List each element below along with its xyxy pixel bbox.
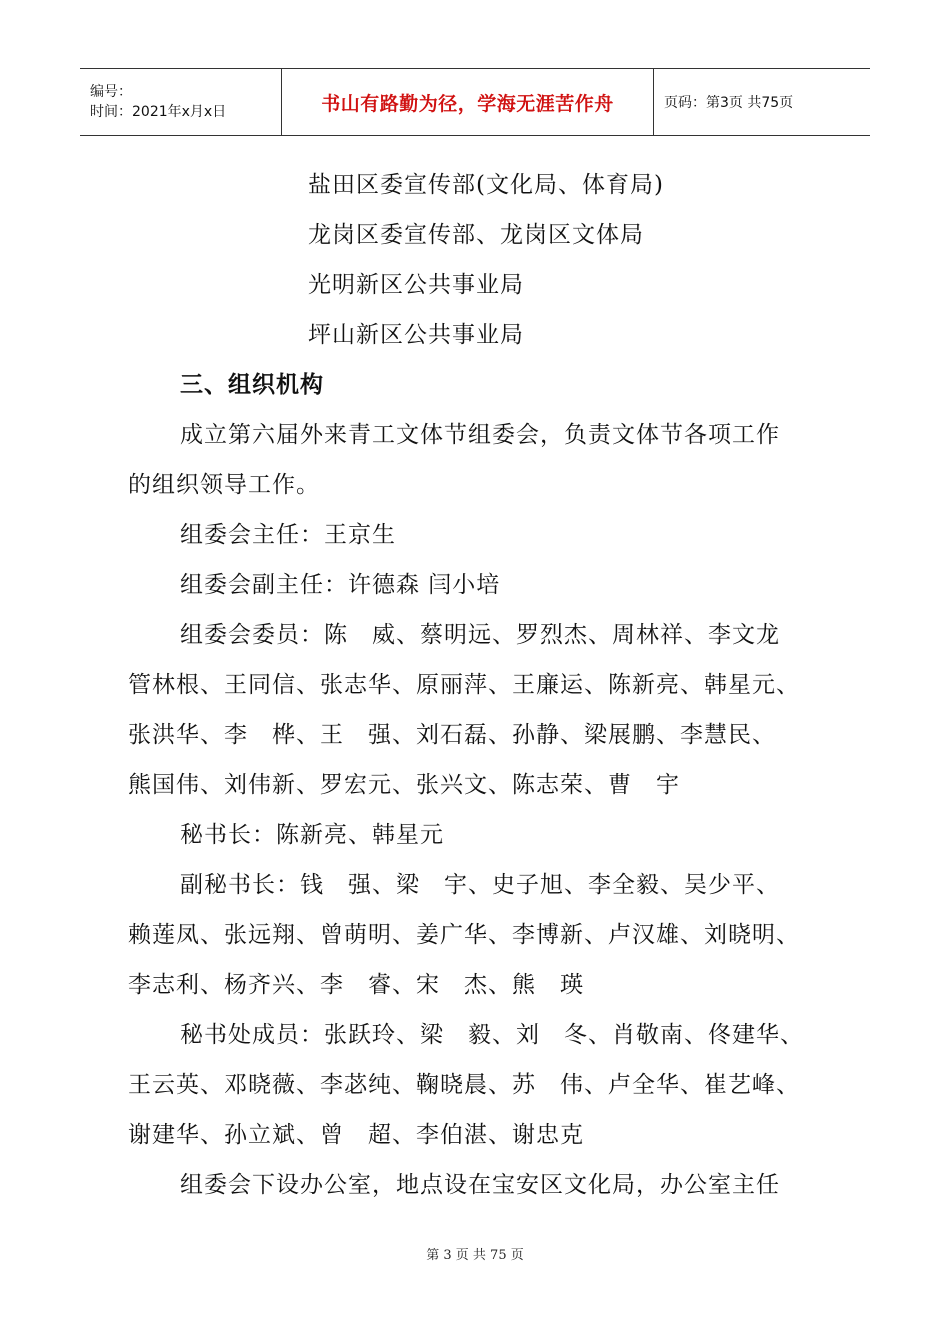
document-body: [128, 160, 828, 1210]
intro-paragraph-line: 成立第六届外来青工文体节组委会，负责文体节各项工作: [180, 422, 780, 448]
page-header: [80, 68, 870, 136]
committee-members-line: 熊国伟、刘伟新、罗宏元、张兴文、陈志荣、曹 宇: [128, 772, 680, 798]
intro-paragraph-line: 的组织领导工作。: [128, 472, 320, 498]
header-page-info: 页码：第3页 共75页: [664, 95, 794, 111]
document-time: 时间：2021年x月x日: [90, 104, 227, 120]
header-motto-cell: [282, 69, 654, 135]
secretariat-line: 王云英、邓晓薇、李苾纯、鞠晓晨、苏 伟、卢全华、崔艺峰、: [128, 1072, 800, 1098]
committee-members-line: 组委会委员：陈 威、蔡明远、罗烈杰、周林祥、李文龙: [180, 622, 780, 648]
committee-vice-director: 组委会副主任：许德森 闫小培: [180, 572, 501, 598]
office-paragraph-line: 组委会下设办公室，地点设在宝安区文化局，办公室主任: [180, 1172, 780, 1198]
deputy-secretaries-line: 李志利、杨齐兴、李 睿、宋 杰、熊 瑛: [128, 972, 584, 998]
unit-line: 坪山新区公共事业局: [308, 322, 524, 348]
header-motto: 书山有路勤为径，学海无涯苦作舟: [321, 92, 614, 115]
committee-members-line: 张洪华、李 桦、王 强、刘石磊、孙静、梁展鹏、李慧民、: [128, 722, 776, 748]
unit-line: 盐田区委宣传部(文化局、体育局): [308, 172, 664, 198]
committee-director: 组委会主任：王京生: [180, 522, 396, 548]
page-footer: 第 3 页 共 75 页: [426, 1248, 524, 1263]
unit-line: 龙岗区委宣传部、龙岗区文体局: [308, 222, 644, 248]
section-heading: 三、组织机构: [180, 372, 324, 398]
secretary-general: 秘书长：陈新亮、韩星元: [180, 822, 444, 848]
deputy-secretaries-line: 赖莲凤、张远翔、曾萌明、姜广华、李博新、卢汉雄、刘晓明、: [128, 922, 800, 948]
header-meta: [80, 69, 282, 135]
deputy-secretaries-line: 副秘书长：钱 强、梁 宇、史子旭、李全毅、吴少平、: [180, 872, 780, 898]
committee-members-line: 管林根、王同信、张志华、原丽萍、王廉运、陈新亮、韩星元、: [128, 672, 800, 698]
secretariat-line: 秘书处成员：张跃玲、梁 毅、刘 冬、肖敬南、佟建华、: [180, 1022, 804, 1048]
secretariat-line: 谢建华、孙立斌、曾 超、李伯湛、谢忠克: [128, 1122, 584, 1148]
unit-line: 光明新区公共事业局: [308, 272, 524, 298]
document-number-label: 编号：: [90, 84, 132, 100]
header-page-info-cell: [654, 69, 870, 135]
